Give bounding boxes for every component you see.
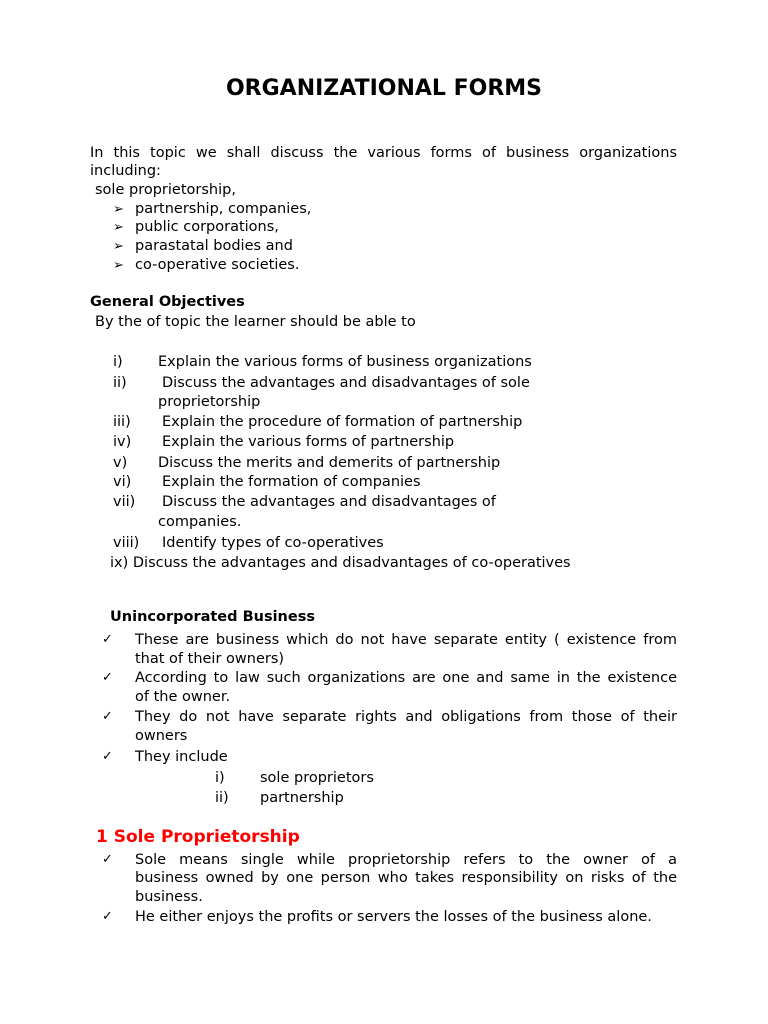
intro-bullet-item: public corporations, — [135, 219, 279, 235]
intro-bullet-item: partnership, companies, — [135, 201, 312, 217]
objective-text: Explain the formation of companies — [162, 474, 421, 490]
unincorporated-point-line: that of their owners) — [135, 651, 285, 667]
sub-item-number: ii) — [215, 790, 229, 806]
objectives-heading: General Objectives — [90, 294, 245, 310]
objective-item-ix: ix) Discuss the advantages and disadvantages of co-operatives — [110, 555, 571, 571]
objective-number: ii) — [113, 375, 127, 391]
objective-number: v) — [113, 455, 128, 471]
intro-bullet-item: parastatal bodies and — [135, 238, 293, 254]
intro-line-1: In this topic we shall discuss the various forms of business organizations — [90, 145, 677, 161]
sole-point-line: business. — [135, 889, 203, 905]
intro-line-2: including: — [90, 163, 161, 179]
objective-number: iv) — [113, 434, 132, 450]
objectives-lead: By the of topic the learner should be able to — [95, 314, 416, 330]
unincorporated-point-line: They do not have separate rights and obligations from those of their — [135, 709, 677, 725]
check-bullet-icon: ✓ — [102, 632, 113, 647]
objective-text: Explain the procedure of formation of partnership — [162, 414, 523, 430]
check-bullet-icon: ✓ — [102, 909, 113, 924]
objective-text: Discuss the advantages and disadvantages of sole — [162, 375, 530, 391]
unincorporated-point-line: of the owner. — [135, 689, 231, 705]
arrow-bullet-icon: ➢ — [113, 258, 124, 273]
objective-text-cont: proprietorship — [158, 394, 261, 410]
arrow-bullet-icon: ➢ — [113, 202, 124, 217]
objective-text: Discuss the merits and demerits of partnership — [158, 455, 501, 471]
check-bullet-icon: ✓ — [102, 749, 113, 764]
objective-number: viii) — [113, 535, 140, 551]
objective-number: vii) — [113, 494, 136, 510]
unincorporated-point-line: owners — [135, 728, 188, 744]
intro-bullet-item: co-operative societies. — [135, 257, 300, 273]
sole-point-line: business owned by one person who takes responsibility on risks of the — [135, 870, 677, 886]
objective-text: Explain the various forms of business organizations — [158, 354, 532, 370]
objective-number: iii) — [113, 414, 131, 430]
unincorporated-point-line: According to law such organizations are one and same in the existence — [135, 670, 677, 686]
sole-proprietorship-heading: 1 Sole Proprietorship — [96, 827, 300, 847]
check-bullet-icon: ✓ — [102, 670, 113, 685]
arrow-bullet-icon: ➢ — [113, 239, 124, 254]
unincorporated-heading: Unincorporated Business — [110, 609, 315, 625]
page-title: ORGANIZATIONAL FORMS — [225, 76, 542, 101]
sub-item-text: partnership — [260, 790, 344, 806]
unincorporated-point-line: They include — [135, 749, 228, 765]
unincorporated-point-line: These are business which do not have separate entity ( existence from — [135, 632, 677, 648]
objective-text: Discuss the advantages and disadvantages of — [162, 494, 496, 510]
objective-text: Explain the various forms of partnership — [162, 434, 455, 450]
objective-number: i) — [113, 354, 123, 370]
arrow-bullet-icon: ➢ — [113, 220, 124, 235]
objective-number: vi) — [113, 474, 132, 490]
intro-first-item: sole proprietorship, — [95, 182, 236, 198]
objective-text: Identify types of co-operatives — [162, 535, 384, 551]
sole-point-line: He either enjoys the profits or servers the losses of the business alone. — [135, 909, 652, 925]
sub-item-number: i) — [215, 770, 225, 786]
sole-point-line: Sole means single while proprietorship refers to the owner of a — [135, 852, 677, 868]
check-bullet-icon: ✓ — [102, 709, 113, 724]
check-bullet-icon: ✓ — [102, 852, 113, 867]
sub-item-text: sole proprietors — [260, 770, 374, 786]
objective-text-cont: companies. — [158, 514, 242, 530]
